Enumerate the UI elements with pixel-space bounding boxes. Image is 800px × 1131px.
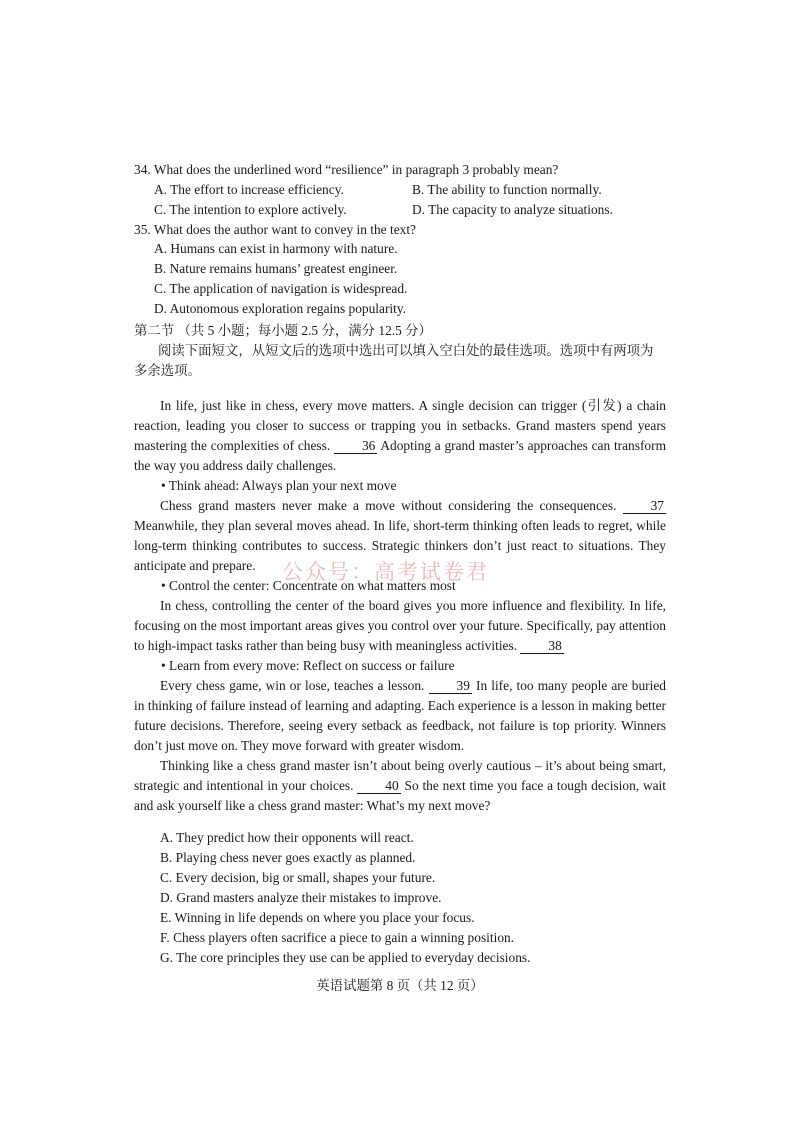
question-35-stem: 35. What does the author want to convey in the text? bbox=[134, 221, 416, 237]
section-heading: 第二节 （共 5 小题；每小题 2.5 分，满分 12.5 分） bbox=[134, 323, 432, 338]
subheading-think-ahead: • Think ahead: Always plan your next move bbox=[161, 478, 397, 493]
blank-37: 37 bbox=[623, 498, 666, 514]
answer-choices bbox=[134, 828, 666, 968]
choice-g: G. The core principles they use can be applied to everyday decisions. bbox=[160, 950, 531, 965]
blank-36: 36 bbox=[334, 438, 377, 454]
subheading-learn-every-move: • Learn from every move: Reflect on success or failure bbox=[161, 658, 455, 673]
blank-38: 38 bbox=[520, 638, 563, 654]
blank-39: 39 bbox=[429, 678, 472, 694]
paragraph-3-text-a: In chess, controlling the center of the board gives you more influence and flexibility. In life, focusing on the most important areas gives you control over your future. Specifically, pay attention to high-impact tasks rather than being busy with meaningless activities. bbox=[134, 598, 666, 653]
choice-e: E. Winning in life depends on where you place your focus. bbox=[160, 910, 475, 925]
paragraph-5-text-b: So the next time you face a tough decision, wait and ask yourself like a chess grand master: What’s my next move? bbox=[134, 778, 666, 813]
question-35-option-d: D. Autonomous exploration regains popularity. bbox=[154, 301, 407, 316]
question-34-option-b: B. The ability to function normally. bbox=[412, 181, 602, 197]
passage-paragraph-5 bbox=[134, 756, 666, 816]
paragraph-4-text-a: Every chess game, win or lose, teaches a lesson. bbox=[160, 678, 429, 693]
reading-passage bbox=[134, 396, 666, 816]
question-35-option-b: B. Nature remains humans’ greatest engineer. bbox=[154, 261, 398, 276]
page-footer: 英语试题第 8 页（共 12 页） bbox=[316, 978, 484, 993]
question-34-options bbox=[154, 180, 666, 220]
choice-d: D. Grand masters analyze their mistakes to improve. bbox=[160, 890, 442, 905]
passage-paragraph-3 bbox=[134, 596, 666, 656]
subheading-control-center: • Control the center: Concentrate on what matters most bbox=[161, 578, 456, 593]
choice-b: B. Playing chess never goes exactly as planned. bbox=[160, 850, 416, 865]
blank-40: 40 bbox=[357, 778, 400, 794]
passage-paragraph-4 bbox=[134, 676, 666, 756]
choice-a: A. They predict how their opponents will react. bbox=[160, 830, 414, 845]
choice-f: F. Chess players often sacrifice a piece to gain a winning position. bbox=[160, 930, 515, 945]
passage-paragraph-1 bbox=[134, 396, 666, 476]
question-35-option-c: C. The application of navigation is widespread. bbox=[154, 281, 408, 296]
paragraph-5-text-a: Thinking like a chess grand master isn’t about being overly cautious – it’s about being smart, strategic and intentional in your choices. bbox=[134, 758, 666, 793]
section-instruction: 阅读下面短文，从短文后的选项中选出可以填入空白处的最佳选项。选项中有两项为多余选项。 bbox=[134, 343, 654, 378]
paragraph-1-text-a: In life, just like in chess, every move matters. A single decision can trigger (引发) a chain reaction, leading you closer to success or trapping you in setbacks. Grand masters spend years mastering the complexities of chess. bbox=[134, 398, 666, 453]
watermark: 公众号：高考试卷君 bbox=[282, 560, 489, 584]
paragraph-1-text-b: Adopting a grand master’s approaches can transform the way you address daily challenges. bbox=[134, 438, 666, 473]
choice-c: C. Every decision, big or small, shapes your future. bbox=[160, 870, 436, 885]
paragraph-2-text-b: Meanwhile, they plan several moves ahead. In life, short-term thinking often leads to regret, while long-term thinking contributes to success. Strategic thinkers don’t just react to situations. They anticipate and prepare. bbox=[134, 518, 666, 573]
question-34-option-d: D. The capacity to analyze situations. bbox=[412, 201, 613, 217]
question-34-stem: 34. What does the underlined word “resilience” in paragraph 3 probably mean? bbox=[134, 162, 559, 177]
question-34-option-a: A. The effort to increase efficiency. bbox=[154, 181, 344, 197]
question-35-option-a: A. Humans can exist in harmony with nature. bbox=[154, 241, 398, 256]
paragraph-2-text-a: Chess grand masters never make a move without considering the consequences. bbox=[160, 498, 623, 513]
paragraph-4-text-b: In life, too many people are buried in thinking of failure instead of learning and adapting. Each experience is a lesson in making better future decisions. Therefore, seeing every setback as feedback, not failure is top priority. Winners don’t just move on. They move forward with greater wisdom. bbox=[134, 678, 667, 753]
question-34-option-c: C. The intention to explore actively. bbox=[154, 201, 347, 217]
